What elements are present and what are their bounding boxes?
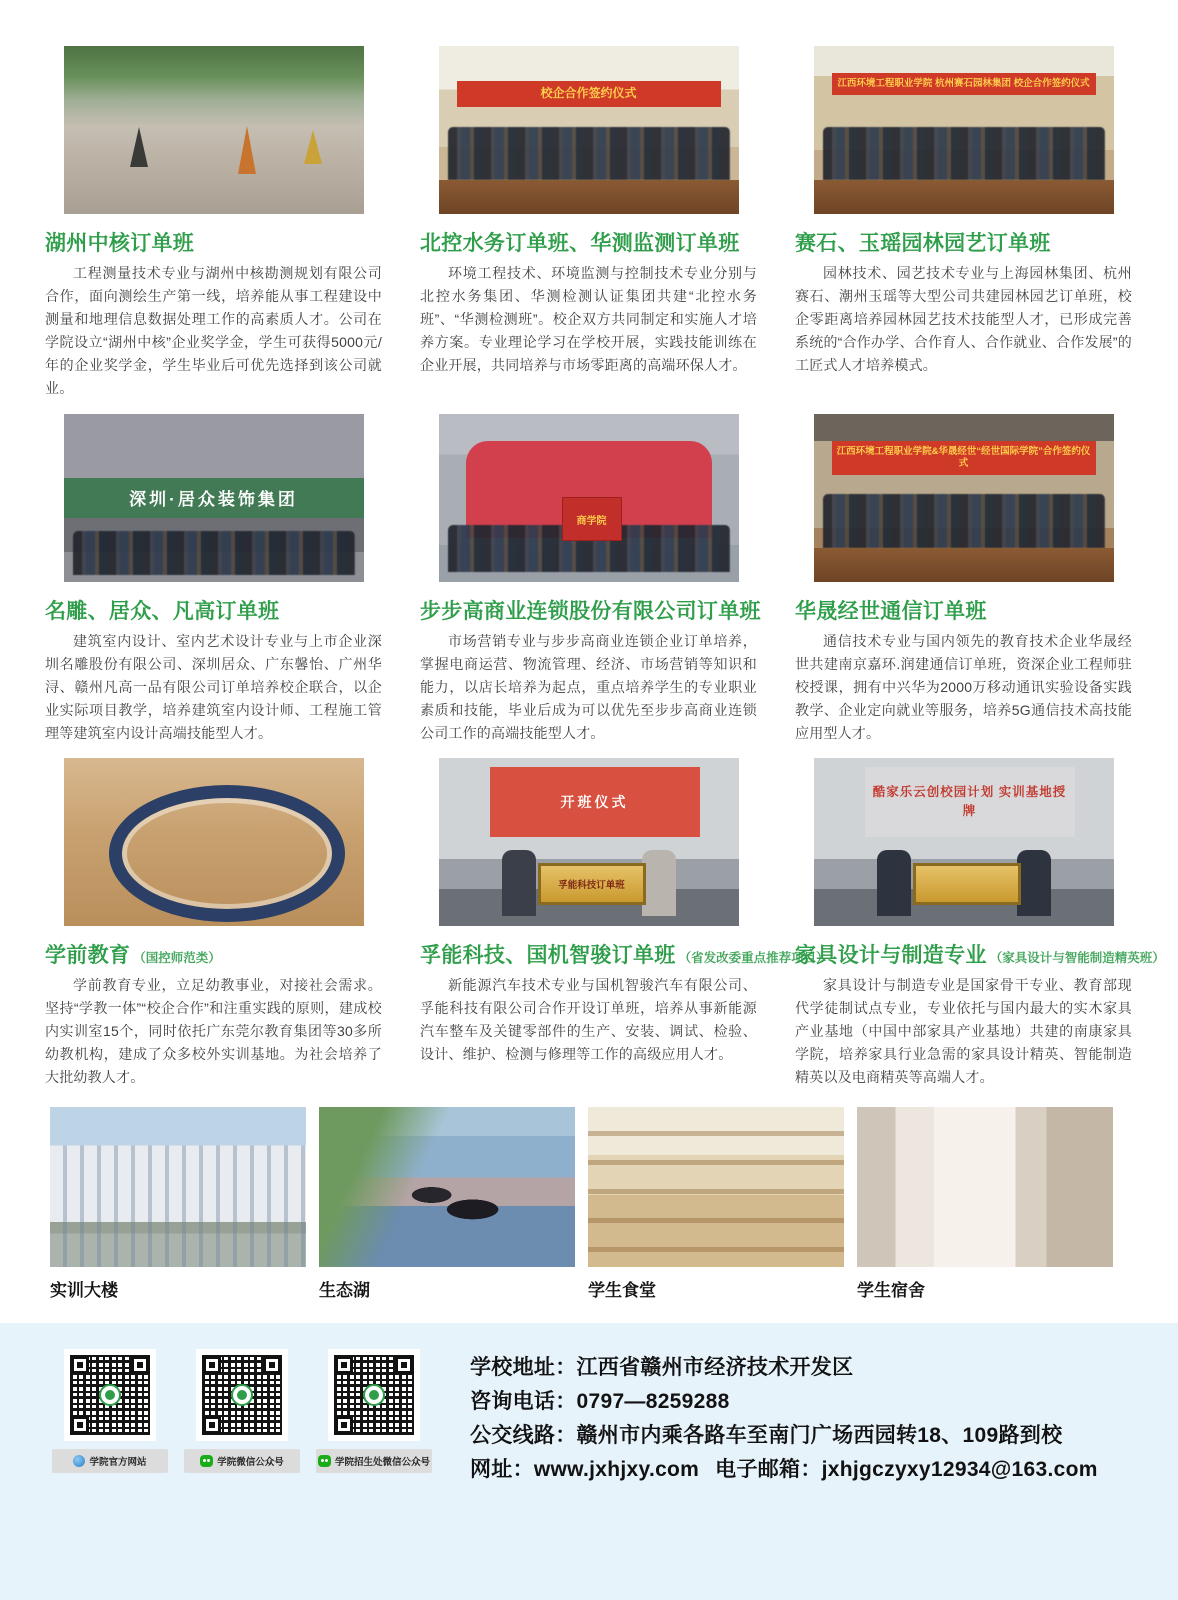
qr-code-section (52, 1349, 432, 1473)
qr-unit-wechat (184, 1349, 300, 1473)
photo-bubugao-group (439, 414, 739, 582)
contact-label: 学校地址： (470, 1356, 577, 1380)
photo-eco-lake (319, 1107, 575, 1267)
program-block-bubugao (420, 414, 761, 745)
program-title (45, 939, 382, 969)
wechat-icon (318, 1455, 331, 1467)
campus-caption: 学生食堂 (588, 1281, 656, 1301)
photo-surveying-practice (64, 46, 364, 214)
program-title-text: 名雕、居众、凡高订单班 (45, 599, 280, 623)
footer (0, 1323, 1178, 1600)
contact-value: 江西省赣州市经济技术开发区 (576, 1356, 854, 1380)
program-subtitle: （省发改委重点推荐项目） (678, 951, 829, 966)
people-group (823, 494, 1105, 548)
tripod-shape (304, 130, 322, 164)
program-description: 环境工程技术、环境监测与控制技术专业分别与北控水务集团、华测检测认证集团共建“北控水务班”、“华测检测班”。校企双方共同制定和实施人才培养方案。专业理论学习在学校开展，实践技能训练在企业开展，共同培养与市场零距离的高端环保人才。 (420, 265, 757, 373)
contact-phone-line (470, 1385, 1098, 1419)
ceremony-banner-text: 江西环境工程职业学院&华晟经世“经世国际学院”合作签约仪式 (832, 441, 1096, 476)
qr-pattern (202, 1355, 282, 1435)
campus-item (588, 1107, 844, 1301)
program-title (45, 227, 382, 257)
program-block-furniture-design (795, 758, 1165, 1089)
qr-label-text: 学院微信公众号 (217, 1457, 284, 1469)
campus-item (50, 1107, 306, 1301)
program-title (420, 939, 829, 969)
contact-info (470, 1349, 1098, 1487)
qr-finder-pattern (335, 1416, 353, 1434)
qr-label-text: 学院官方网站 (89, 1457, 147, 1469)
program-description: 园林技术、园艺技术专业与上海园林集团、杭州赛石、潮州玉瑶等大型公司共建园林园艺订单班，校企零距离培养园林园艺技术技能型人才，已形成完善系统的“合作办学、合作育人、合作就业、合作发展”的工匠式人才培养模式。 (795, 265, 1132, 373)
people-group (73, 531, 355, 575)
qr-code (328, 1349, 420, 1441)
dancers-circle-formation (109, 785, 345, 922)
program-description: 家具设计与制造专业是国家骨干专业、教育部现代学徒制试点专业，专业依托与国内最大的实木家具产业基地（中国中部家具产业基地）共建的南康家具学院，培养家具行业急需的家具设计精英、智能制造精英以及电商精英等高端人才。 (795, 977, 1132, 1086)
program-title (795, 595, 1132, 625)
tripod-shape (238, 126, 256, 174)
program-block-funeng-guoji (420, 758, 829, 1089)
program-block-preschool-education (45, 758, 382, 1089)
qr-finder-pattern (71, 1416, 89, 1434)
photo-student-canteen (588, 1107, 844, 1267)
program-title-text: 家具设计与制造专业 (795, 944, 987, 968)
program-description: 通信技术专业与国内领先的教育技术企业华晟经世共建南京嘉环.润建通信订单班，资深企业工程师驻校授课，拥有中兴华为2000万移动通讯实验设备实践教学、企业定向就业等服务，培养5G通信技术高技能应用型人才。 (795, 632, 1132, 741)
program-title-text: 学前教育 (45, 944, 131, 968)
campus-photo-strip (0, 1089, 1178, 1301)
college-logo-icon (99, 1384, 121, 1406)
program-title (795, 227, 1132, 257)
people-group (448, 127, 730, 181)
college-flag-text: 商学院 (562, 497, 622, 541)
person-figure (502, 850, 536, 916)
person-figure (877, 850, 911, 916)
program-title-text: 步步高商业连锁股份有限公司订单班 (420, 599, 761, 623)
contact-bus-line (470, 1419, 1098, 1453)
photo-kujiale-plaque-ceremony (814, 758, 1114, 926)
qr-pattern (70, 1355, 150, 1435)
contact-value: 赣州市内乘各路车至南门广场西园转18、109路到校 (576, 1424, 1063, 1448)
program-title-text: 赛石、玉瑶园林园艺订单班 (795, 232, 1051, 255)
contact-label: 公交线路： (470, 1424, 577, 1448)
program-title (420, 227, 757, 257)
conference-table (814, 548, 1114, 582)
photo-dance-formation (64, 758, 364, 926)
photo-juzhong-storefront-group (64, 414, 364, 582)
program-description: 建筑室内设计、室内艺术设计专业与上市企业深圳名雕股份有限公司、深圳居众、广东馨怡、广州华浔、赣州凡高一品有限公司订单培养校企联合，以企业实际项目教学，培养建筑室内设计师、工程施工管理等建筑室内设计高端技能型人才。 (45, 632, 382, 741)
qr-finder-pattern (71, 1356, 89, 1374)
campus-caption: 实训大楼 (50, 1281, 118, 1301)
contact-label: 网址： (470, 1458, 534, 1482)
program-description: 新能源汽车技术专业与国机智骏汽车有限公司、孚能科技有限公司合作开设订单班，培养从事新能源汽车整车及关键零部件的生产、安装、调试、检验、设计、维护、检测与修理等工作的高级应用人才。 (420, 977, 757, 1063)
photo-training-building (50, 1107, 306, 1267)
photo-signing-ceremony-saishi (814, 46, 1114, 214)
qr-label (52, 1449, 168, 1473)
campus-item (857, 1107, 1113, 1301)
qr-finder-pattern (203, 1356, 221, 1374)
projector-screen-text: 酷家乐云创校园计划 实训基地授牌 (865, 767, 1075, 838)
campus-caption: 学生宿舍 (857, 1281, 925, 1301)
qr-finder-pattern (335, 1356, 353, 1374)
contact-label: 咨询电话： (470, 1390, 577, 1414)
qr-code (196, 1349, 288, 1441)
contact-address-line (470, 1351, 1098, 1385)
campus-item (319, 1107, 575, 1301)
conference-table (439, 180, 739, 214)
program-description: 学前教育专业，立足幼教事业，对接社会需求。坚持“学教一体”“校企合作”和注重实践的原则，建成校内实训室15个，同时依托广东莞尔教育集团等30多所幼教机构，建成了众多校外实训基地。为社会培养了大批幼教人才。 (45, 977, 382, 1086)
qr-unit-official-site (52, 1349, 168, 1473)
program-title-text: 湖州中核订单班 (45, 232, 195, 255)
photo-huasheng-signing (814, 414, 1114, 582)
tripod-shape (130, 127, 148, 167)
qr-label-text: 学院招生处微信公众号 (335, 1457, 431, 1469)
program-block-huzhou-zhonghe (45, 46, 382, 400)
email-address: jxhjgczyxy12934@163.com (821, 1458, 1098, 1482)
program-description: 市场营销专业与步步高商业连锁企业订单培养，掌握电商运营、物流管理、经济、市场营销等知识和能力，以店长培养为起点，重点培养学生的专业职业素质和技能，毕业后成为可以优先至步步高商业连锁公司工作的高端技能型人才。 (420, 632, 757, 741)
program-subtitle: （国控师范类） (133, 951, 221, 966)
qr-finder-pattern (395, 1356, 413, 1374)
program-block-beikong-huace (420, 46, 757, 400)
storefront-sign-text: 深圳·居众装饰集团 (129, 490, 298, 510)
college-logo-icon (231, 1384, 253, 1406)
photo-student-dormitory (857, 1107, 1113, 1267)
program-subtitle: （家具设计与智能制造精英班） (989, 951, 1165, 966)
photo-funeng-plaque-ceremony (439, 758, 739, 926)
qr-finder-pattern (263, 1356, 281, 1374)
qr-finder-pattern (131, 1356, 149, 1374)
qr-code (64, 1349, 156, 1441)
qr-unit-admissions-wechat (316, 1349, 432, 1473)
gold-plaque-text: 孚能科技订单班 (538, 863, 646, 904)
program-block-huasheng-jingshi (795, 414, 1132, 745)
ceremony-banner-text: 江西环境工程职业学院 杭州赛石园林集团 校企合作签约仪式 (832, 73, 1096, 95)
college-logo-icon (363, 1384, 385, 1406)
contact-web-email-line (470, 1453, 1098, 1487)
contact-label: 电子邮箱： (715, 1458, 822, 1482)
people-group (823, 127, 1105, 181)
qr-pattern (334, 1355, 414, 1435)
gold-plaque (913, 863, 1021, 904)
wechat-icon (200, 1455, 213, 1467)
program-block-mingdiao-juzhong (45, 414, 382, 745)
program-description: 工程测量技术专业与湖州中核勘测规划有限公司合作，面向测绘生产第一线，培养能从事工程建设中测量和地理信息数据处理工作的高素质人才。公司在学院设立“湖州中核”企业奖学金，学生可获得5000元/年的企业奖学金，学生毕业后可优先选择到该公司就业。 (45, 265, 382, 396)
program-title-text: 孚能科技、国机智骏订单班 (420, 944, 676, 968)
program-title (45, 595, 382, 625)
program-title-text: 华晟经世通信订单班 (795, 599, 987, 623)
qr-label (184, 1449, 300, 1473)
contact-value: 0797—8259288 (576, 1390, 730, 1414)
program-title-text: 北控水务订单班、华测监测订单班 (420, 232, 740, 255)
globe-icon (73, 1455, 85, 1467)
conference-table (814, 180, 1114, 214)
campus-caption: 生态湖 (319, 1281, 370, 1301)
projector-screen-text: 开班仪式 (490, 767, 700, 838)
person-figure (642, 850, 676, 916)
person-figure (1017, 850, 1051, 916)
qr-label (316, 1449, 432, 1473)
qr-finder-pattern (203, 1416, 221, 1434)
photo-signing-ceremony-beikong (439, 46, 739, 214)
website-url: www.jxhjxy.com (533, 1458, 700, 1482)
program-title (420, 595, 761, 625)
ceremony-banner-text: 校企合作签约仪式 (457, 81, 721, 107)
program-block-saishi-yuyao (795, 46, 1132, 400)
program-title (795, 939, 1165, 969)
